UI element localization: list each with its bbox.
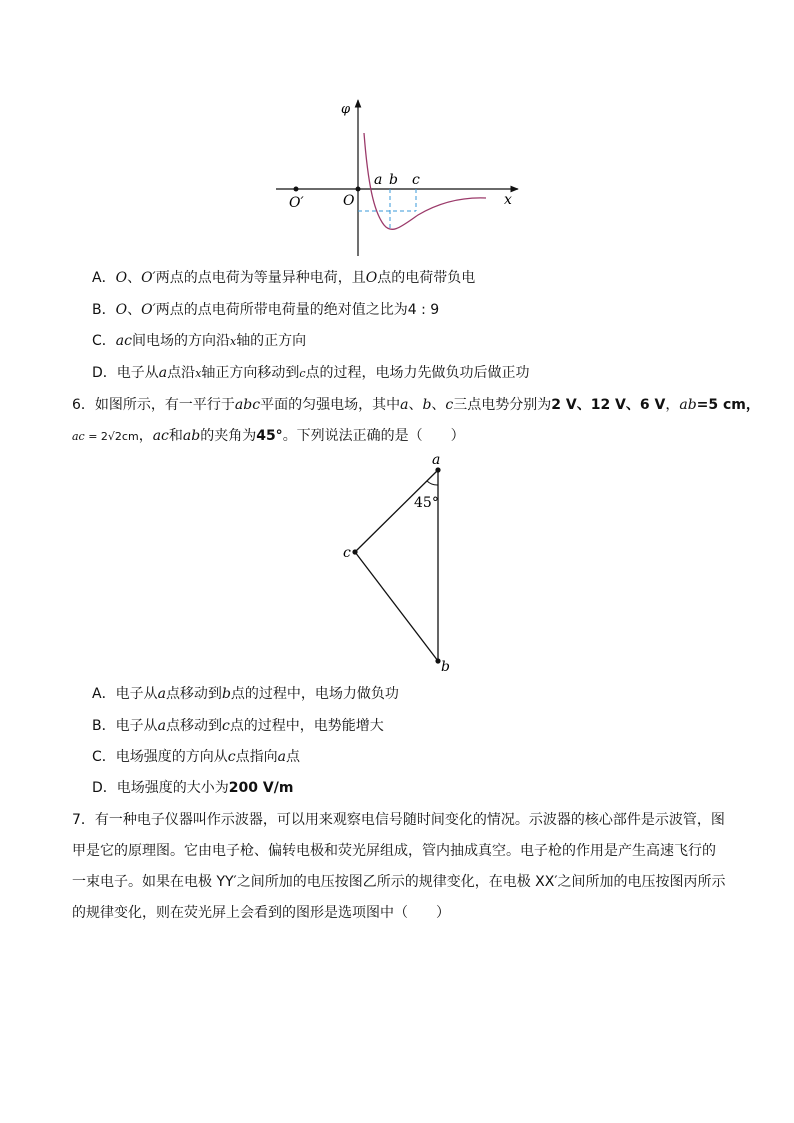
q6-option-b: B．电子从a点移动到c点的过程中，电势能增大 bbox=[92, 718, 384, 734]
angle-label: 45° bbox=[414, 495, 439, 511]
oprime-label: O′ bbox=[289, 195, 304, 211]
q6-option-d: D．电场强度的大小为200 V/m bbox=[92, 780, 294, 796]
q6-stem-line2: ac = 2√2cm，ac和ab的夹角为45°。下列说法正确的是（ ） bbox=[72, 428, 465, 444]
a-label: a bbox=[374, 172, 383, 188]
triangle-figure bbox=[0, 450, 794, 680]
vertex-a-label: a bbox=[432, 452, 441, 468]
q5-option-d: D．电子从a点沿x轴正方向移动到c点的过程，电场力先做负功后做正功 bbox=[92, 365, 530, 381]
phi-label: φ bbox=[341, 102, 351, 117]
q7-stem-line3: 一束电子。如果在电极 YY′之间所加的电压按图乙所示的规律变化，在电极 XX′之间所加的电压按图丙所示 bbox=[72, 874, 726, 890]
q6-option-c: C．电场强度的方向从c点指向a点 bbox=[92, 749, 300, 765]
c-label: c bbox=[412, 172, 420, 188]
side-ac bbox=[355, 470, 438, 552]
q5-option-c: C．ac间电场的方向沿x轴的正方向 bbox=[92, 333, 307, 349]
vertex-b bbox=[435, 658, 440, 663]
side-cb bbox=[355, 552, 438, 661]
vertex-c-label: c bbox=[343, 545, 351, 561]
q5-option-b: B．O、O′两点的点电荷所带电荷量的绝对值之比为4 : 9 bbox=[92, 302, 440, 318]
point-o bbox=[356, 187, 361, 192]
o-label: O bbox=[343, 193, 355, 209]
angle-arc bbox=[427, 481, 438, 485]
q7-stem-line2: 甲是它的原理图。它由电子枪、偏转电极和荧光屏组成，管内抽成真空。电子枪的作用是产生高速飞行的 bbox=[72, 843, 716, 859]
q7-stem-line1: 7．有一种电子仪器叫作示波器，可以用来观察电信号随时间变化的情况。示波器的核心部件是示波管，图 bbox=[72, 812, 725, 828]
b-label: b bbox=[389, 172, 398, 188]
point-oprime bbox=[294, 187, 299, 192]
vertex-c bbox=[352, 549, 357, 554]
vertex-a bbox=[435, 467, 440, 472]
x-label: x bbox=[504, 192, 512, 208]
q7-stem-line4: 的规律变化，则在荧光屏上会看到的图形是选项图中（ ） bbox=[72, 905, 450, 921]
potential-graph bbox=[0, 0, 794, 270]
q6-option-a: A．电子从a点移动到b点的过程中，电场力做负功 bbox=[92, 686, 399, 702]
q5-option-a: A．O、O′两点的点电荷为等量异种电荷，且O点的电荷带负电 bbox=[92, 270, 476, 286]
q6-stem-line1: 6．如图所示，有一平行于abc平面的匀强电场，其中a、b、c三点电势分别为2 V、12 V、6 V，ab=5 cm， bbox=[72, 397, 760, 413]
vertex-b-label: b bbox=[441, 659, 450, 675]
